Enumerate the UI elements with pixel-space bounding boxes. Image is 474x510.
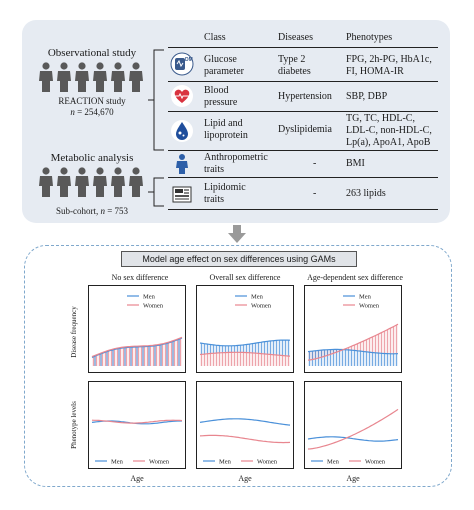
population-icon: [34, 61, 150, 93]
chart-level-no-diff: [88, 381, 186, 469]
header-class: Class: [204, 32, 226, 43]
chart-level-overall-diff-plot: [197, 382, 293, 468]
legend-women-label: Women: [365, 458, 386, 466]
class-anthro-line1: Anthropometric: [204, 152, 268, 163]
xlabel-age-2: Age: [238, 474, 252, 483]
chart-freq-no-diff: [88, 285, 186, 373]
chart-legend: [311, 459, 386, 466]
shaded-bars: [310, 325, 397, 360]
table-rule: [168, 177, 438, 178]
legend-men-label: Men: [251, 293, 263, 301]
disease-bp: Hypertension: [278, 91, 332, 102]
person-figure-icon: [39, 167, 53, 197]
person-figure-icon: [75, 167, 89, 197]
person-figure-icon: [75, 62, 89, 92]
legend-men-label: Men: [219, 458, 231, 466]
class-glucose-line2: parameter: [204, 66, 244, 77]
disease-lipid: Dyslipidemia: [278, 124, 332, 135]
legend-men-label: Men: [359, 293, 371, 301]
legend-men-label: Men: [143, 293, 155, 301]
disease-glucose-line2: diabetes: [278, 66, 311, 77]
col-title-no-diff: No sex difference: [111, 273, 169, 282]
phen-glucose-line2: FI, HOMA-IR: [346, 66, 404, 77]
n-label: n: [70, 107, 75, 117]
table-rule: [168, 81, 438, 82]
disease-anthro: -: [313, 158, 317, 169]
n-value: = 254,670: [77, 107, 114, 117]
subcohort-n-label: n: [100, 206, 105, 216]
table-rule: [168, 47, 438, 48]
xlabel-age-3: Age: [346, 474, 360, 483]
phen-lipid-line3: Lp(a), ApoA1, ApoB: [346, 137, 431, 148]
phen-glucose-line1: FPG, 2h-PG, HbA1c,: [346, 54, 432, 65]
down-arrow-icon: [226, 224, 248, 244]
table-rule: [168, 111, 438, 112]
table-rule: [168, 209, 438, 210]
person-figure-icon: [93, 62, 107, 92]
lipidomic-instrument-icon: [170, 183, 194, 205]
chart-legend: [95, 459, 170, 466]
study-n: [34, 107, 150, 117]
class-lipidomic-line1: Lipidomic: [204, 182, 246, 193]
person-icon: [170, 152, 194, 176]
chart-legend: [127, 294, 164, 310]
class-bp-line2: pressure: [204, 97, 238, 108]
heart-pulse-icon: [170, 84, 194, 108]
ylabel-disease-frequency: Disease frequency: [70, 306, 78, 358]
legend-men-label: Men: [327, 458, 339, 466]
legend-women-label: Women: [359, 302, 380, 310]
chart-level-age-dependent: [304, 381, 402, 469]
glucose-meter-icon: [170, 52, 194, 76]
person-figure-icon: [111, 167, 125, 197]
women-curve: [308, 409, 398, 449]
chart-freq-age-dependent-plot: [305, 286, 401, 372]
glucose-icon-text: DM: [185, 57, 193, 63]
lipid-drop-icon: [170, 119, 194, 143]
model-title: Model age effect on sex differences using GAMs: [121, 251, 357, 267]
person-figure-icon: [111, 62, 125, 92]
men-curve: [308, 437, 398, 441]
xlabel-age-1: Age: [130, 474, 144, 483]
shaded-bars: [310, 349, 397, 366]
phen-lipid-line1: TG, TC, HDL-C,: [346, 113, 415, 124]
header-phenotypes: Phenotypes: [346, 32, 393, 43]
phen-lipidomic: 263 lipids: [346, 188, 386, 199]
class-lipid-line1: Lipid and: [204, 118, 243, 129]
subcohort-n-value: = 753: [107, 206, 129, 216]
person-figure-icon: [93, 167, 107, 197]
person-figure-icon: [129, 167, 143, 197]
phen-lipid-line2: LDL-C, non-HDL-C,: [346, 125, 432, 136]
chart-legend: [203, 459, 278, 466]
class-anthro-line2: traits: [204, 164, 224, 175]
disease-lipidomic: -: [313, 188, 317, 199]
col-title-overall-diff: Overall sex difference: [209, 273, 281, 282]
person-figure-icon: [57, 167, 71, 197]
chart-freq-overall-diff-plot: [197, 286, 293, 372]
person-figure-icon: [129, 62, 143, 92]
legend-women-label: Women: [149, 458, 170, 466]
chart-legend: [343, 294, 380, 310]
subcohort-population-icon: [34, 166, 150, 198]
chart-freq-overall-diff: [196, 285, 294, 373]
chart-freq-age-dependent: [304, 285, 402, 373]
col-title-age-dependent: Age-dependent sex difference: [307, 273, 403, 282]
phen-anthro: BMI: [346, 158, 365, 169]
chart-legend: [235, 294, 272, 310]
table-rule: [168, 150, 438, 151]
chart-level-age-dependent-plot: [305, 382, 401, 468]
observational-study-title: Observational study: [47, 47, 137, 59]
chart-level-no-diff-plot: [89, 382, 185, 468]
chart-freq-no-diff-plot: [89, 286, 185, 372]
subcohort-n: [34, 206, 150, 216]
men-curve: [200, 419, 290, 425]
class-bp-line1: Blood: [204, 85, 229, 96]
phen-bp: SBP, DBP: [346, 91, 388, 102]
person-figure-icon: [57, 62, 71, 92]
disease-glucose-line1: Type 2: [278, 54, 306, 65]
study-name: REACTION study: [58, 96, 126, 106]
subcohort-label: Sub-cohort,: [55, 206, 99, 216]
person-figure-icon: [39, 62, 53, 92]
header-diseases: Diseases: [278, 32, 313, 43]
metabolic-analysis-title: Metabolic analysis: [50, 152, 134, 164]
chart-level-overall-diff: [196, 381, 294, 469]
ylabel-phenotype-levels: Phenotype levels: [70, 401, 78, 449]
class-glucose-line1: Glucose: [204, 54, 237, 65]
class-lipidomic-line2: traits: [204, 194, 224, 205]
legend-women-label: Women: [257, 458, 278, 466]
class-lipid-line2: lipoprotein: [204, 130, 248, 141]
legend-men-label: Men: [111, 458, 123, 466]
legend-women-label: Women: [143, 302, 164, 310]
women-curve: [200, 435, 290, 442]
legend-women-label: Women: [251, 302, 272, 310]
bracket-lines: [146, 44, 168, 216]
